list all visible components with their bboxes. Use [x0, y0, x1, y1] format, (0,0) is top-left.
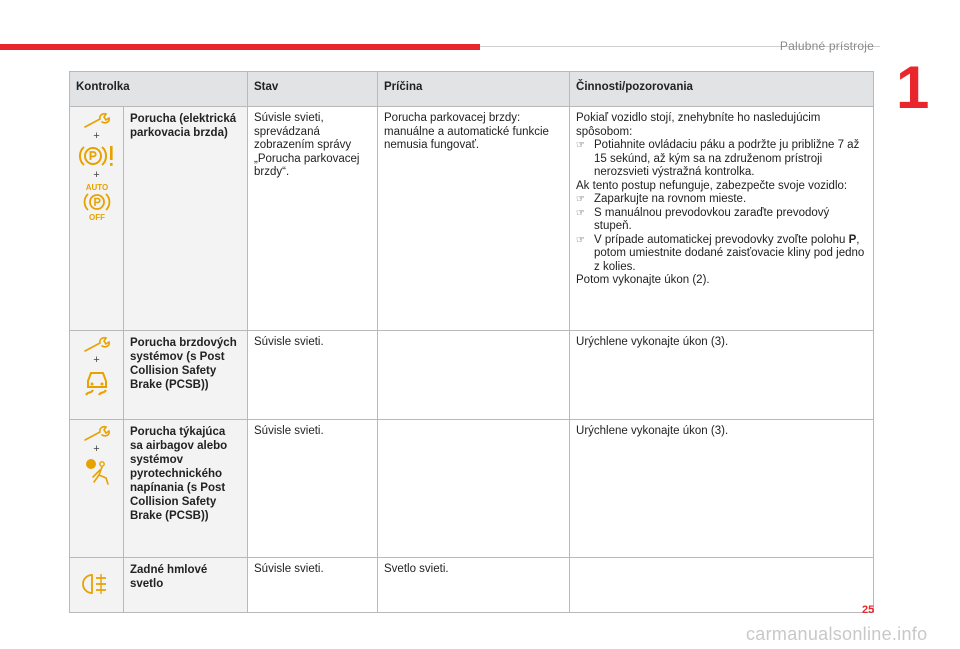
indicator-name: Porucha (elektrická parkovacia brzda) — [124, 107, 248, 331]
skid-car-icon — [82, 367, 112, 397]
list-item: ☞ Potiahnite ovládaciu páku a podržte ju približne 7 až 15 sekúnd, až kým sa na združenom prístroji nerozsvieti výstražná kontrolka. — [576, 139, 867, 180]
actions-middle: Ak tento postup nefunguje, zabezpečte svoje vozidlo: — [576, 179, 848, 192]
header-red-bar — [0, 44, 480, 50]
state-cell: Súvisle svieti, sprevádzaná zobrazením správy „Porucha parkovacej brzdy“. — [248, 107, 378, 331]
list-item: ☞ S manuálnou prevodovkou zaraďte prevodový stupeň. — [576, 207, 867, 234]
table-row — [70, 558, 874, 613]
indicator-icons — [70, 558, 124, 613]
cause-cell — [378, 331, 570, 420]
cause-cell: Svetlo svieti. — [378, 558, 570, 613]
table-row — [70, 331, 874, 420]
actions-list — [576, 139, 867, 180]
indicator-icons — [70, 331, 124, 420]
cause-cell: Porucha parkovacej brzdy: manuálne a automatické funkcie nemusia fungovať. — [378, 107, 570, 331]
actions-outro: Potom vykonajte úkon (2). — [576, 274, 710, 286]
state-cell: Súvisle svieti. — [248, 420, 378, 558]
header-stav: Stav — [248, 72, 378, 107]
header-cinnosti: Činnosti/pozorovania — [570, 72, 874, 107]
wrench-icon — [82, 112, 112, 130]
cause-cell — [378, 420, 570, 558]
list-item — [576, 234, 867, 275]
actions-intro: Pokiaľ vozidlo stojí, znehybníte ho nasledujúcim spôsobom: — [576, 112, 821, 138]
list-item-text: V prípade automatickej prevodovky zvoľte polohu — [594, 233, 849, 246]
state-cell: Súvisle svieti. — [248, 558, 378, 613]
indicator-icons — [70, 107, 124, 331]
auto-p-off-icon — [80, 182, 114, 222]
table-header-row — [70, 72, 874, 107]
list-item: ☞ Zaparkujte na rovnom mieste. — [576, 193, 867, 207]
airbag-icon — [82, 456, 112, 486]
off-label: OFF — [88, 213, 105, 222]
plus-sign: + — [93, 354, 100, 366]
table-row — [70, 107, 874, 331]
table-row — [70, 420, 874, 558]
actions-cell — [570, 107, 874, 331]
auto-label: AUTO — [85, 183, 108, 192]
parking-brake-warning-icon — [78, 143, 116, 169]
actions-list — [576, 193, 867, 274]
actions-cell: Urýchlene vykonajte úkon (3). — [570, 331, 874, 420]
indicator-icons — [70, 420, 124, 558]
header-kontrolka: Kontrolka — [70, 72, 248, 107]
header-pricina: Príčina — [378, 72, 570, 107]
actions-cell: Urýchlene vykonajte úkon (3). — [570, 420, 874, 558]
warning-lights-table — [69, 71, 874, 613]
chapter-title: Palubné prístroje — [779, 39, 874, 53]
indicator-name: Porucha týkajúca sa airbagov alebo systémov pyrotechnického napínania (s Post Collision Safety Brake (PCSB)) — [124, 420, 248, 558]
state-cell: Súvisle svieti. — [248, 331, 378, 420]
indicator-name: Zadné hmlové svetlo — [124, 558, 248, 613]
gear-position-p: P — [848, 233, 857, 246]
rear-fog-light-icon — [82, 572, 112, 596]
wrench-icon — [82, 425, 112, 443]
indicator-name: Porucha brzdových systémov (s Post Collision Safety Brake (PCSB)) — [124, 331, 248, 420]
page-number: 25 — [862, 604, 875, 616]
watermark: carmanualsonline.info — [746, 624, 928, 644]
list-item-text: , potom umiestnite dodané zaisťovacie kliny pod jedno z kolies. — [594, 233, 865, 273]
chapter-number: 1 — [896, 54, 930, 121]
plus-sign: + — [93, 443, 100, 455]
plus-sign: + — [93, 130, 100, 142]
wrench-icon — [82, 336, 112, 354]
actions-cell — [570, 558, 874, 613]
plus-sign: + — [93, 169, 100, 181]
